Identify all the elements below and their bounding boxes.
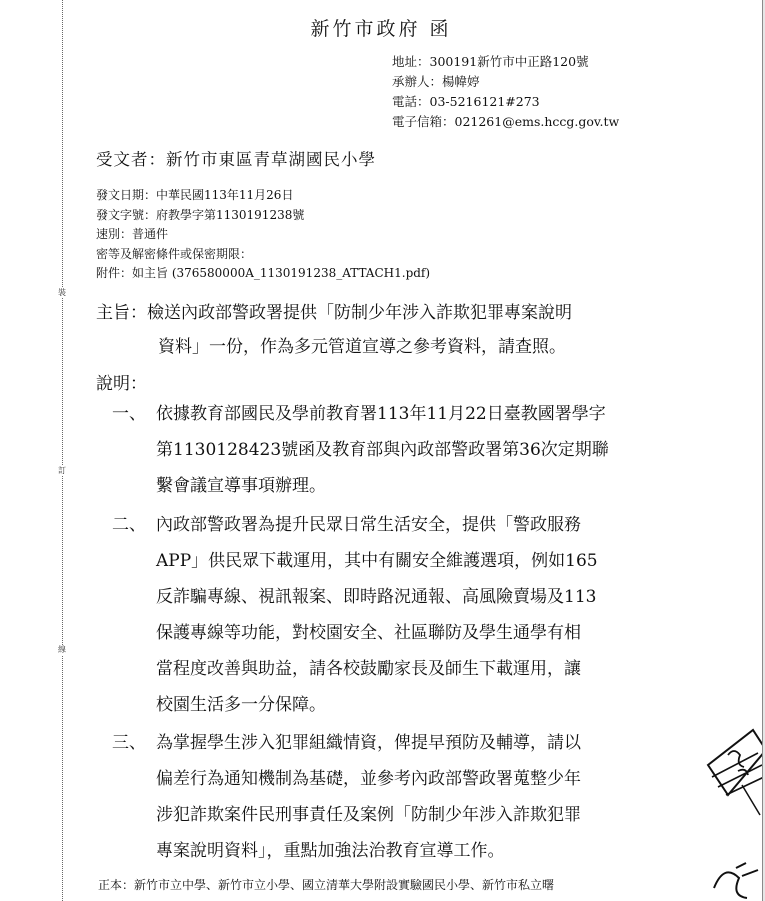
item-line: 反詐騙專線、視訊報案、即時路況通報、高風險賣場及113 (156, 587, 597, 607)
document-number: 發文字號：府教學字第1130191238號 (96, 207, 305, 222)
binding-mark-ding: 訂 (58, 466, 66, 475)
attachment-link[interactable]: 附件：如主旨 (376580000A_1130191238_ATTACH1.pdf) (96, 266, 431, 280)
binding-mark-zhuang: 裝 (58, 288, 66, 297)
description-item-3 (112, 725, 682, 869)
description-item-2 (112, 507, 682, 723)
item-number: 一、 (112, 404, 146, 424)
description-heading: 說明： (96, 374, 147, 394)
description-item-1 (112, 396, 682, 504)
item-number: 二、 (112, 515, 146, 535)
item-line: 依據教育部國民及學前教育署113年11月22日臺教國署學字 (156, 404, 606, 424)
item-line: 專案說明資料」，重點加強法治教育宣導工作。 (156, 841, 505, 861)
document-title: 新竹市政府 函 (310, 18, 452, 40)
contact-handler: 承辦人：楊幃婷 (392, 74, 480, 89)
item-number: 三、 (112, 733, 146, 753)
speed-class: 速別：普通件 (96, 227, 169, 241)
item-line: 當程度改善與助益，請各校鼓勵家長及師生下載運用，讓 (156, 659, 581, 679)
item-line: 為掌握學生涉入犯罪組織情資，俾提早預防及輔導，請以 (156, 733, 581, 753)
subject-line-1: 主旨：檢送內政部警政署提供「防制少年涉入詐欺犯罪專案說明 (96, 303, 572, 323)
contact-phone: 電話：03-5216121#273 (392, 94, 540, 109)
handwritten-stamp-icon (698, 725, 763, 825)
item-line: 繫會議宣導事項辦理。 (156, 476, 326, 496)
subject-line-2: 資料」一份，作為多元管道宣導之參考資料，請查照。 (158, 337, 566, 357)
recipient: 受文者：新竹市東區青草湖國民小學 (96, 150, 376, 169)
binding-line (62, 0, 63, 901)
contact-address: 地址：300191新竹市中正路120號 (392, 54, 589, 69)
item-line: APP」供民眾下載運用，其中有關安全維護選項，例如165 (156, 551, 598, 571)
issue-date: 發文日期：中華民國113年11月26日 (96, 188, 294, 202)
subject (96, 296, 676, 364)
item-line: 保護專線等功能，對校園安全、社區聯防及學生通學有相 (156, 623, 581, 643)
security-class: 密等及解密條件或保密期限： (96, 246, 253, 261)
original-copy-recipients: 正本：新竹市立中學、新竹市立小學、國立清華大學附設實驗國民小學、新竹市私立曙 (98, 878, 555, 892)
item-line: 校園生活多一分保障。 (156, 695, 326, 715)
item-line: 涉犯詐欺案件民刑事責任及案例「防制少年涉入詐欺犯罪 (156, 805, 581, 825)
contact-email: 電子信箱：021261@ems.hccg.gov.tw (392, 114, 620, 129)
item-line: 內政部警政署為提升民眾日常生活安全，提供「警政服務 (156, 515, 581, 535)
handwritten-stamp-fragment-icon (706, 858, 763, 901)
contact-block (392, 52, 619, 132)
item-line: 第1130128423號函及教育部與內政部警政署第36次定期聯 (156, 440, 609, 460)
document-meta (96, 186, 430, 284)
item-line: 偏差行為通知機制為基礎，並參考內政部警政署蒐整少年 (156, 769, 581, 789)
binding-mark-xian: 線 (58, 645, 66, 654)
